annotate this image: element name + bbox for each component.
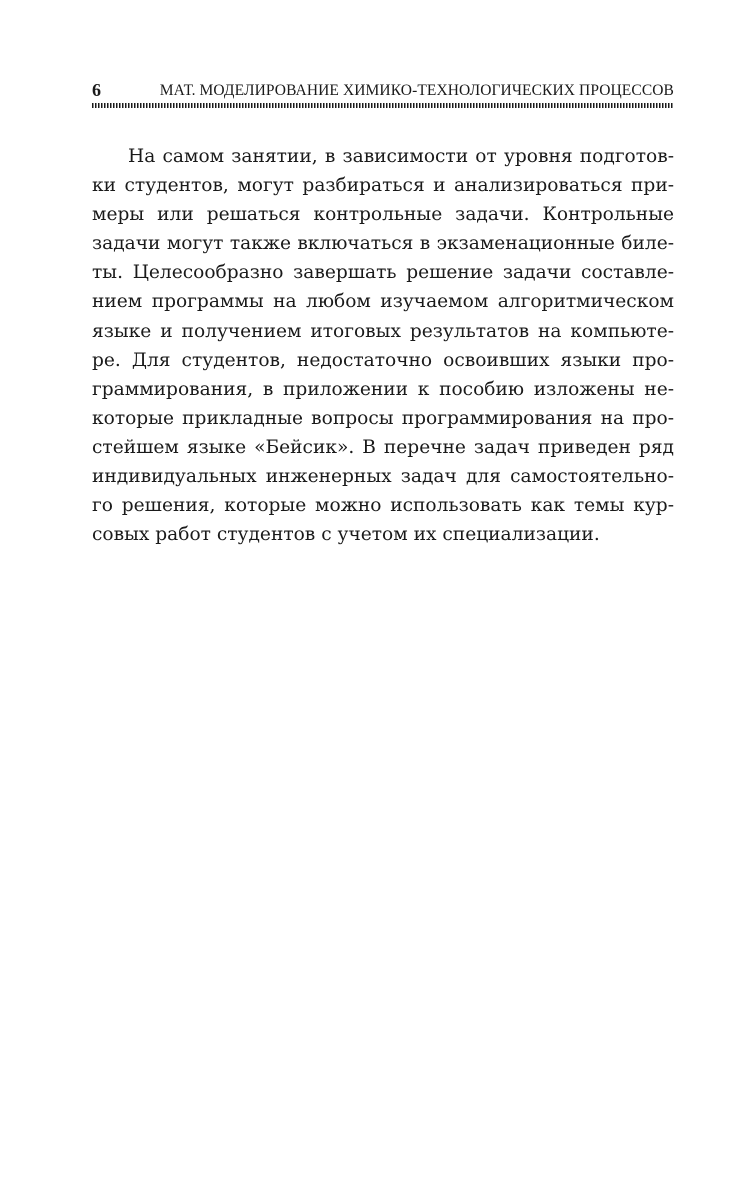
header-dotted-rule — [92, 103, 674, 108]
text-line: индивидуальных инженерных задач для самостоятельно- — [92, 466, 674, 488]
text-line: которые прикладные вопросы программирования на про- — [92, 407, 674, 429]
body-paragraph — [92, 142, 674, 549]
text-line: языке и получением итоговых результатов на компьюте- — [92, 320, 674, 342]
text-line: граммирования, в приложении к пособию изложены не- — [92, 378, 674, 400]
running-title: МАТ. МОДЕЛИРОВАНИЕ ХИМИКО-ТЕХНОЛОГИЧЕСКИХ ПРОЦЕССОВ — [159, 82, 674, 99]
text-line: го решения, которые можно использовать как темы кур- — [92, 495, 674, 517]
text-line: На самом занятии, в зависимости от уровня подготов- — [128, 146, 674, 167]
page-header — [92, 80, 674, 102]
page-number: 6 — [92, 80, 101, 100]
text-line: задачи могут также включаться в экзаменационные биле- — [92, 233, 674, 255]
text-line: меры или решаться контрольные задачи. Контрольные — [92, 204, 674, 226]
text-line: ты. Целесообразно завершать решение задачи составле- — [92, 262, 674, 284]
text-line: ре. Для студентов, недостаточно освоивших языки про- — [92, 349, 674, 371]
text-line: стейшем языке «Бейсик». В перечне задач приведен ряд — [92, 436, 674, 458]
text-line: нием программы на любом изучаемом алгоритмическом — [92, 291, 674, 313]
text-line: ки студентов, могут разбираться и анализироваться при- — [92, 175, 674, 197]
text-line: совых работ студентов с учетом их специализации. — [92, 524, 600, 546]
